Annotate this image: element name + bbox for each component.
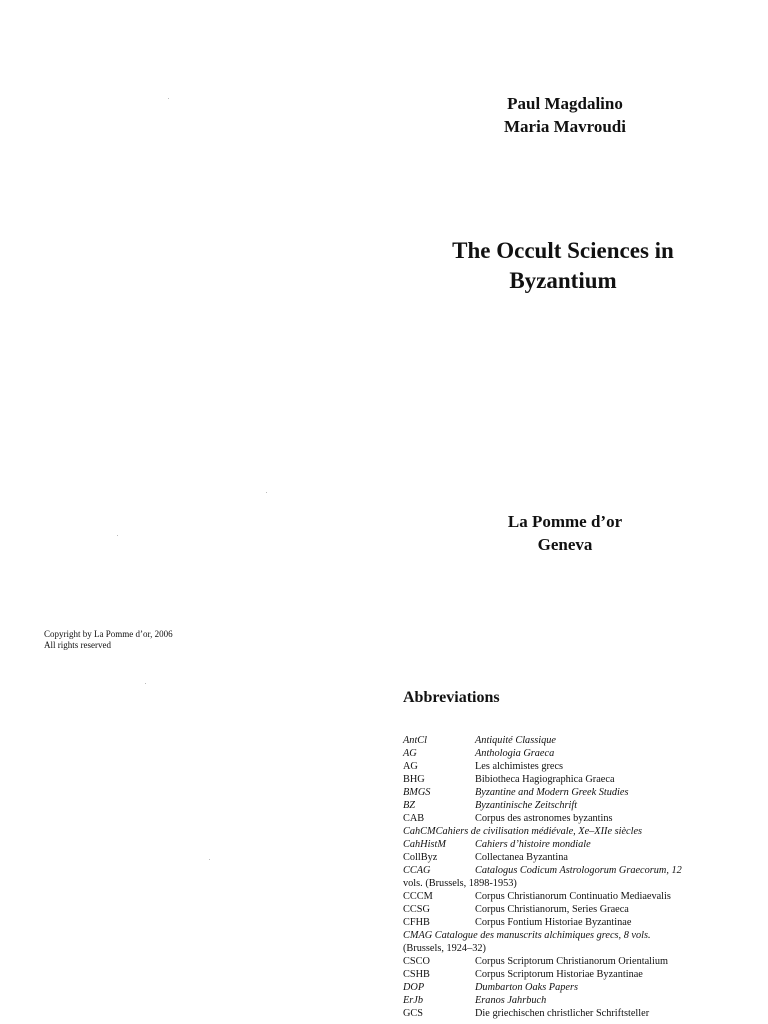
abbreviation-row (403, 786, 733, 799)
book-title (428, 236, 698, 296)
abbreviation-code: CCCM (403, 891, 433, 902)
abbreviation-row (403, 851, 733, 864)
abbreviation-row (403, 955, 733, 968)
abbreviation-row (403, 994, 733, 1007)
authors-block (440, 92, 690, 138)
abbreviation-row (403, 890, 733, 903)
abbreviation-row (403, 760, 733, 773)
abbreviation-code: AntCl (403, 735, 428, 746)
abbreviation-code: CCSG (403, 904, 430, 915)
abbreviation-row (403, 773, 733, 786)
abbreviation-code: AG (403, 748, 417, 759)
abbreviations-list (403, 734, 733, 1020)
abbreviation-row (403, 799, 733, 812)
abbreviation-expansion: Die griechischen christlicher Schriftsteller (475, 1008, 650, 1019)
abbreviation-expansion: Corpus Scriptorum Historiae Byzantinae (475, 969, 643, 980)
copyright-notice (44, 629, 173, 651)
abbreviation-code: CCAG (403, 865, 431, 876)
abbreviation-code: CAB (403, 813, 425, 824)
abbreviation-row (403, 1007, 733, 1020)
abbreviation-row (403, 916, 733, 929)
abbreviation-row (403, 968, 733, 981)
abbreviations-heading: Abbreviations (403, 689, 500, 706)
abbreviation-row (403, 747, 733, 760)
abbreviation-expansion: Corpus des astronomes byzantins (475, 813, 613, 824)
abbreviation-expansion: Byzantine and Modern Greek Studies (475, 787, 629, 798)
abbreviation-code: BMGS (403, 787, 431, 798)
abbreviation-row (403, 734, 733, 747)
abbreviation-expansion: Corpus Christianorum, Series Graeca (475, 904, 629, 915)
abbreviation-expansion: Collectanea Byzantina (475, 852, 568, 863)
abbreviation-code: BZ (403, 800, 416, 811)
abbreviation-row (403, 864, 733, 877)
abbreviation-expansion: Byzantinische Zeitschrift (475, 800, 578, 811)
abbreviation-expansion: Anthologia Graeca (475, 748, 555, 759)
title-line: The Occult Sciences in (452, 238, 674, 263)
author-name: Paul Magdalino (507, 94, 623, 113)
abbreviation-code: CSCO (403, 956, 430, 967)
abbreviation-expansion: Corpus Christianorum Continuatio Mediaevalis (475, 891, 671, 902)
abbreviation-code: BHG (403, 774, 425, 785)
abbreviation-row: (Brussels, 1924–32) (403, 943, 486, 954)
scan-speck (168, 98, 169, 99)
scan-speck (266, 492, 267, 493)
abbreviation-row: CMAG Catalogue des manuscrits alchimiques grecs, 8 vols. (403, 930, 651, 941)
abbreviation-row (403, 981, 733, 994)
abbreviation-row (403, 903, 733, 916)
abbreviation-code: CahHistM (403, 839, 446, 850)
publisher-city: Geneva (537, 535, 593, 554)
scan-speck (209, 859, 210, 860)
abbreviation-code: CSHB (403, 969, 430, 980)
abbreviation-code: AG (403, 761, 418, 772)
publisher-name: La Pomme d’or (507, 512, 623, 531)
abbreviation-row: CahCMCahiers de civilisation médiévale, Xe–XIIe siècles (403, 826, 643, 837)
scan-speck (145, 683, 146, 684)
abbreviation-code: ErJb (403, 995, 424, 1006)
abbreviation-expansion: Eranos Jahrbuch (475, 995, 547, 1006)
rights-line: All rights reserved (44, 640, 111, 650)
abbreviation-expansion: Les alchimistes grecs (475, 761, 564, 772)
copyright-line: Copyright by La Pomme d’or, 2006 (44, 629, 173, 639)
abbreviation-code: GCS (403, 1008, 424, 1019)
abbreviation-code: CFHB (403, 917, 430, 928)
abbreviation-expansion: Bibiotheca Hagiographica Graeca (475, 774, 615, 785)
scan-speck (117, 535, 118, 536)
abbreviation-row: vols. (Brussels, 1898-1953) (403, 878, 517, 889)
author-name: Maria Mavroudi (504, 117, 626, 136)
abbreviation-expansion: Corpus Scriptorum Christianorum Orientalium (475, 956, 669, 967)
abbreviation-expansion: Corpus Fontium Historiae Byzantinae (475, 917, 632, 928)
abbreviation-expansion: Catalogus Codicum Astrologorum Graecorum, 12 (475, 865, 682, 876)
abbreviation-expansion: Cahiers d’histoire mondiale (475, 839, 591, 850)
title-line: Byzantium (509, 268, 617, 293)
publisher-block (440, 510, 690, 556)
abbreviation-expansion: Dumbarton Oaks Papers (475, 982, 578, 993)
abbreviation-expansion: Antiquité Classique (475, 735, 556, 746)
abbreviation-code: DOP (403, 982, 425, 993)
abbreviation-row (403, 838, 733, 851)
abbreviation-row (403, 812, 733, 825)
abbreviation-code: CollByz (403, 852, 438, 863)
